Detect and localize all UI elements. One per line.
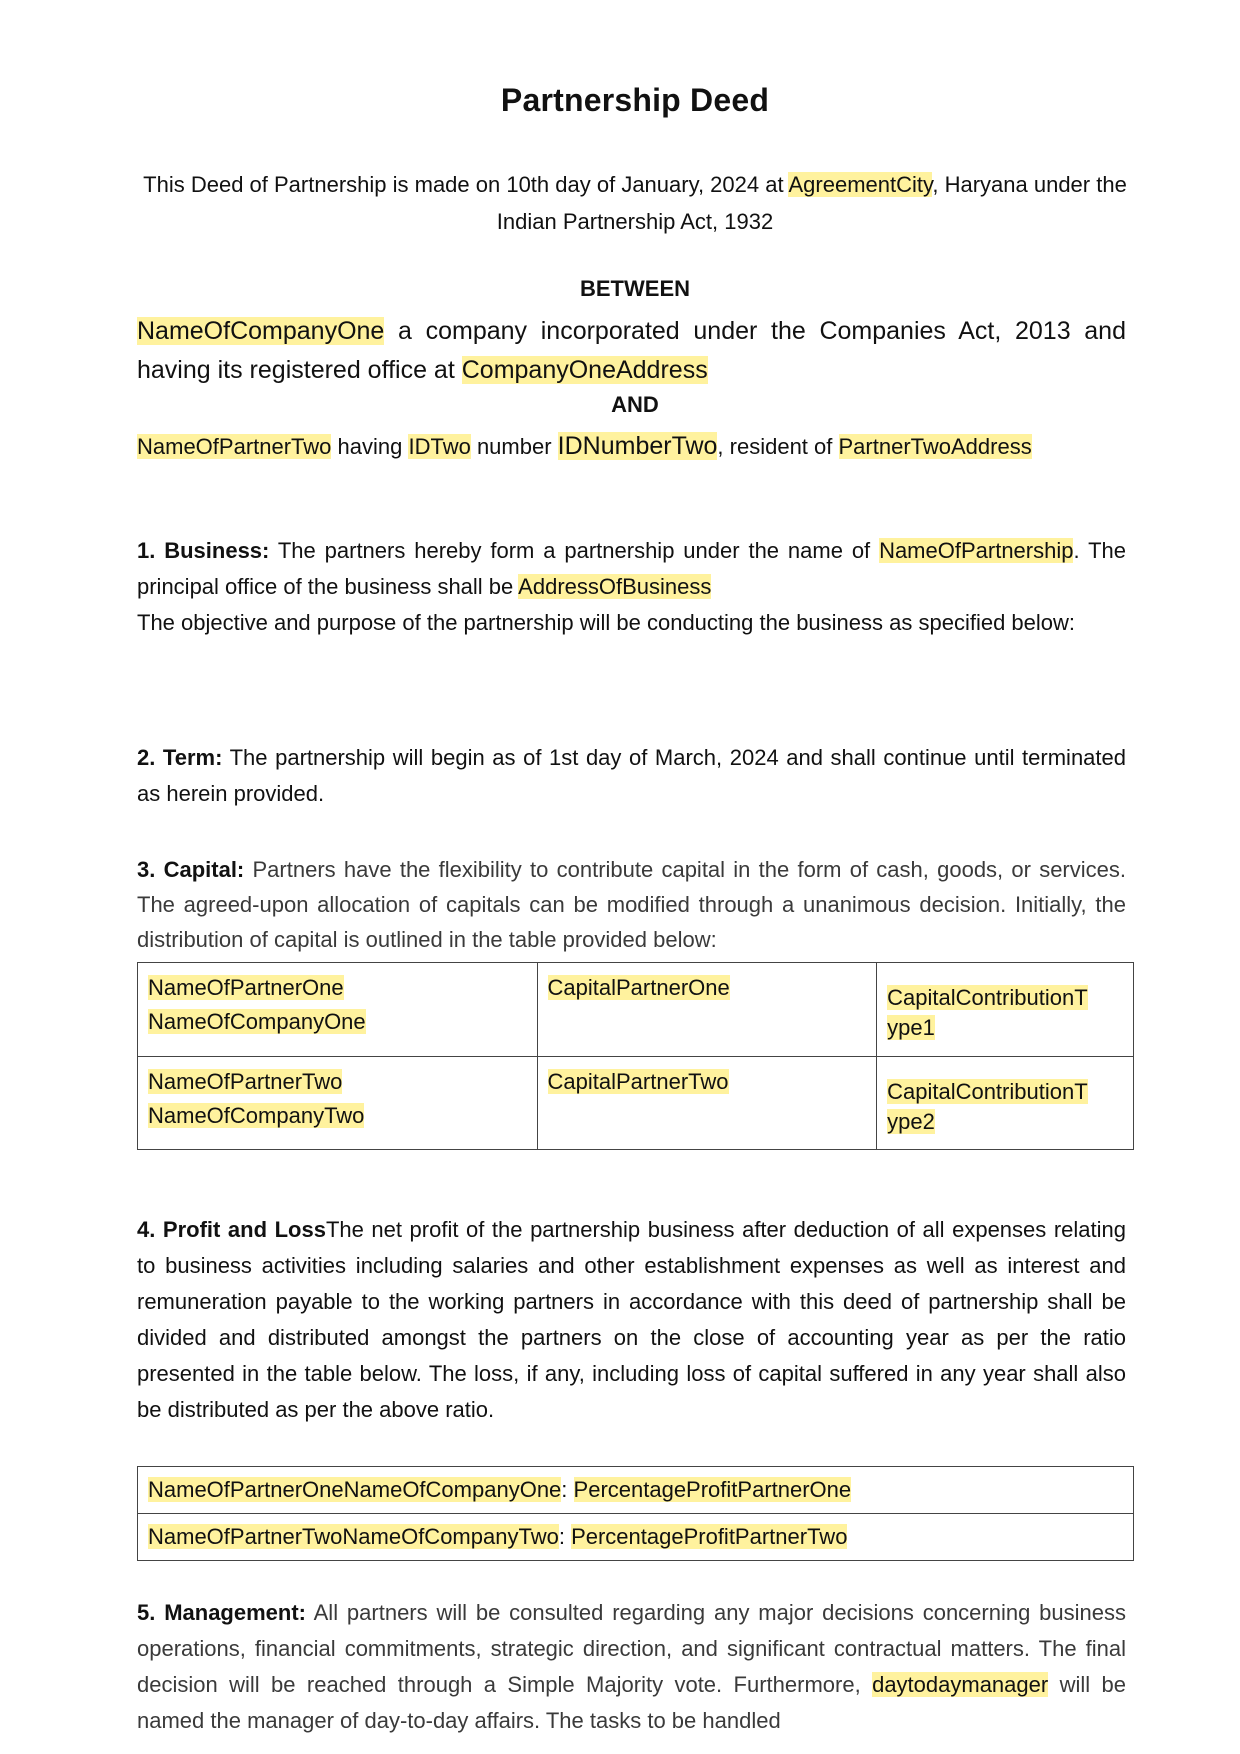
clause-text: The partners hereby form a partnership under the name of xyxy=(269,538,880,563)
partner-two-name-field: NameOfPartnerTwo xyxy=(148,1068,343,1094)
table-cell xyxy=(138,1056,538,1150)
intro-text: This Deed of Partnership is made on 10th day of January, 2024 at xyxy=(143,172,789,197)
manager-field: daytodaymanager xyxy=(872,1672,1049,1697)
party-two xyxy=(137,430,1137,463)
party-one xyxy=(137,312,1126,390)
deed-intro xyxy=(120,166,1150,240)
party-two-text-2: number xyxy=(470,434,558,459)
capital-amount-field: CapitalPartnerTwo xyxy=(547,1068,729,1094)
table-cell xyxy=(138,1514,1134,1561)
and-heading: AND xyxy=(611,392,659,417)
table-row xyxy=(138,1514,1134,1561)
agreement-city-field: AgreementCity xyxy=(788,172,933,197)
capital-table xyxy=(137,962,1134,1150)
clause-text: Partners have the flexibility to contribute capital in the form of cash, goods, or services. The agreed-upon allocation of capitals can be modified through a unanimous decision. Initially, the distribution of capital is outlined in the table provided below: xyxy=(137,857,1126,952)
clause-text: The net profit of the partnership business after deduction of all expenses relating to business activities including salaries and other establishment expenses as well as interest and remuneration payable to the working partners in accordance with this deed of partnership shall be divided and distributed amongst the partners on the close of accounting year as per the ratio presented in the table below. The loss, if any, including loss of capital suffered in any year shall also be distributed as per the above ratio. xyxy=(137,1217,1126,1422)
contribution-type-field: CapitalContributionT xyxy=(887,1078,1088,1104)
clause-management xyxy=(137,1595,1126,1739)
contribution-type-field-cont: ype2 xyxy=(887,1108,935,1134)
capital-amount-field: CapitalPartnerOne xyxy=(547,975,730,1000)
clause-capital xyxy=(137,852,1126,957)
clause-heading: 3. Capital: xyxy=(137,857,245,882)
company-one-address-field: CompanyOneAddress xyxy=(461,356,708,384)
clause-heading: 1. Business: xyxy=(137,538,270,563)
partner-one-company-one-field: NameOfPartnerOneNameOfCompanyOne xyxy=(148,1477,562,1502)
between-heading: BETWEEN xyxy=(580,276,690,301)
table-row xyxy=(138,1467,1134,1514)
party-two-text-3: , resident of xyxy=(717,434,839,459)
clause-text: The partnership will begin as of 1st day of March, 2024 and shall continue until terminated as herein provided. xyxy=(137,745,1126,806)
table-cell xyxy=(537,963,877,1057)
objective-text: The objective and purpose of the partnership will be conducting the business as specified below: xyxy=(137,610,1076,635)
party-one-text: a company incorporated under the Companies Act, 2013 and having its registered office at xyxy=(137,317,1126,384)
profit-percentage-field: PercentageProfitPartnerTwo xyxy=(571,1524,848,1549)
clause-text-cont: will be named the manager of day-to-day affairs. The tasks to be handled xyxy=(137,1672,1127,1733)
partner-two-company-two-field: NameOfPartnerTwoNameOfCompanyTwo xyxy=(148,1524,559,1549)
partner-two-address-field: PartnerTwoAddress xyxy=(838,434,1032,459)
clause-heading: 4. Profit and Loss xyxy=(137,1217,326,1242)
table-cell xyxy=(138,1467,1134,1514)
clause-heading: 5. Management: xyxy=(137,1600,306,1625)
clause-term xyxy=(137,740,1126,812)
table-cell xyxy=(537,1056,877,1150)
table-cell xyxy=(877,1056,1134,1150)
partner-one-name-field: NameOfPartnerOne xyxy=(148,975,344,1000)
partner-two-name-field: NameOfPartnerTwo xyxy=(137,434,332,459)
profit-percentage-field: PercentageProfitPartnerOne xyxy=(573,1477,852,1502)
company-two-name-field: NameOfCompanyTwo xyxy=(148,1102,365,1128)
partnership-name-field: NameOfPartnership xyxy=(879,538,1074,563)
contribution-type-field-cont: ype1 xyxy=(887,1015,935,1041)
id-number-field: IDNumberTwo xyxy=(557,432,718,460)
separator: : xyxy=(558,1524,572,1549)
table-cell xyxy=(138,963,538,1057)
profit-table xyxy=(137,1466,1134,1561)
party-two-text-1: having xyxy=(331,434,409,459)
contribution-type-field: CapitalContributionT xyxy=(887,985,1088,1011)
clause-heading: 2. Term: xyxy=(137,745,223,770)
table-cell xyxy=(877,963,1134,1057)
page-title: Partnership Deed xyxy=(500,82,770,118)
clause-business xyxy=(137,533,1126,641)
separator: : xyxy=(561,1477,574,1502)
clause-text: . The principal office of the business shall be xyxy=(137,538,1126,599)
clause-text: All partners will be consulted regarding any major decisions concerning business operations, financial commitments, strategic direction, and significant contractual matters. The final decision will be reached through a Simple Majority vote. Furthermore, xyxy=(137,1600,1127,1697)
company-one-name-field: NameOfCompanyOne xyxy=(148,1009,366,1034)
table-row xyxy=(138,963,1134,1057)
id-type-field: IDTwo xyxy=(408,434,471,459)
business-address-field: AddressOfBusiness xyxy=(518,574,712,599)
intro-text-end: , Haryana under the Indian Partnership Act, 1932 xyxy=(496,172,1127,234)
clause-profit-loss xyxy=(137,1212,1126,1428)
table-row xyxy=(138,1056,1134,1150)
company-one-name-field: NameOfCompanyOne xyxy=(137,317,385,345)
